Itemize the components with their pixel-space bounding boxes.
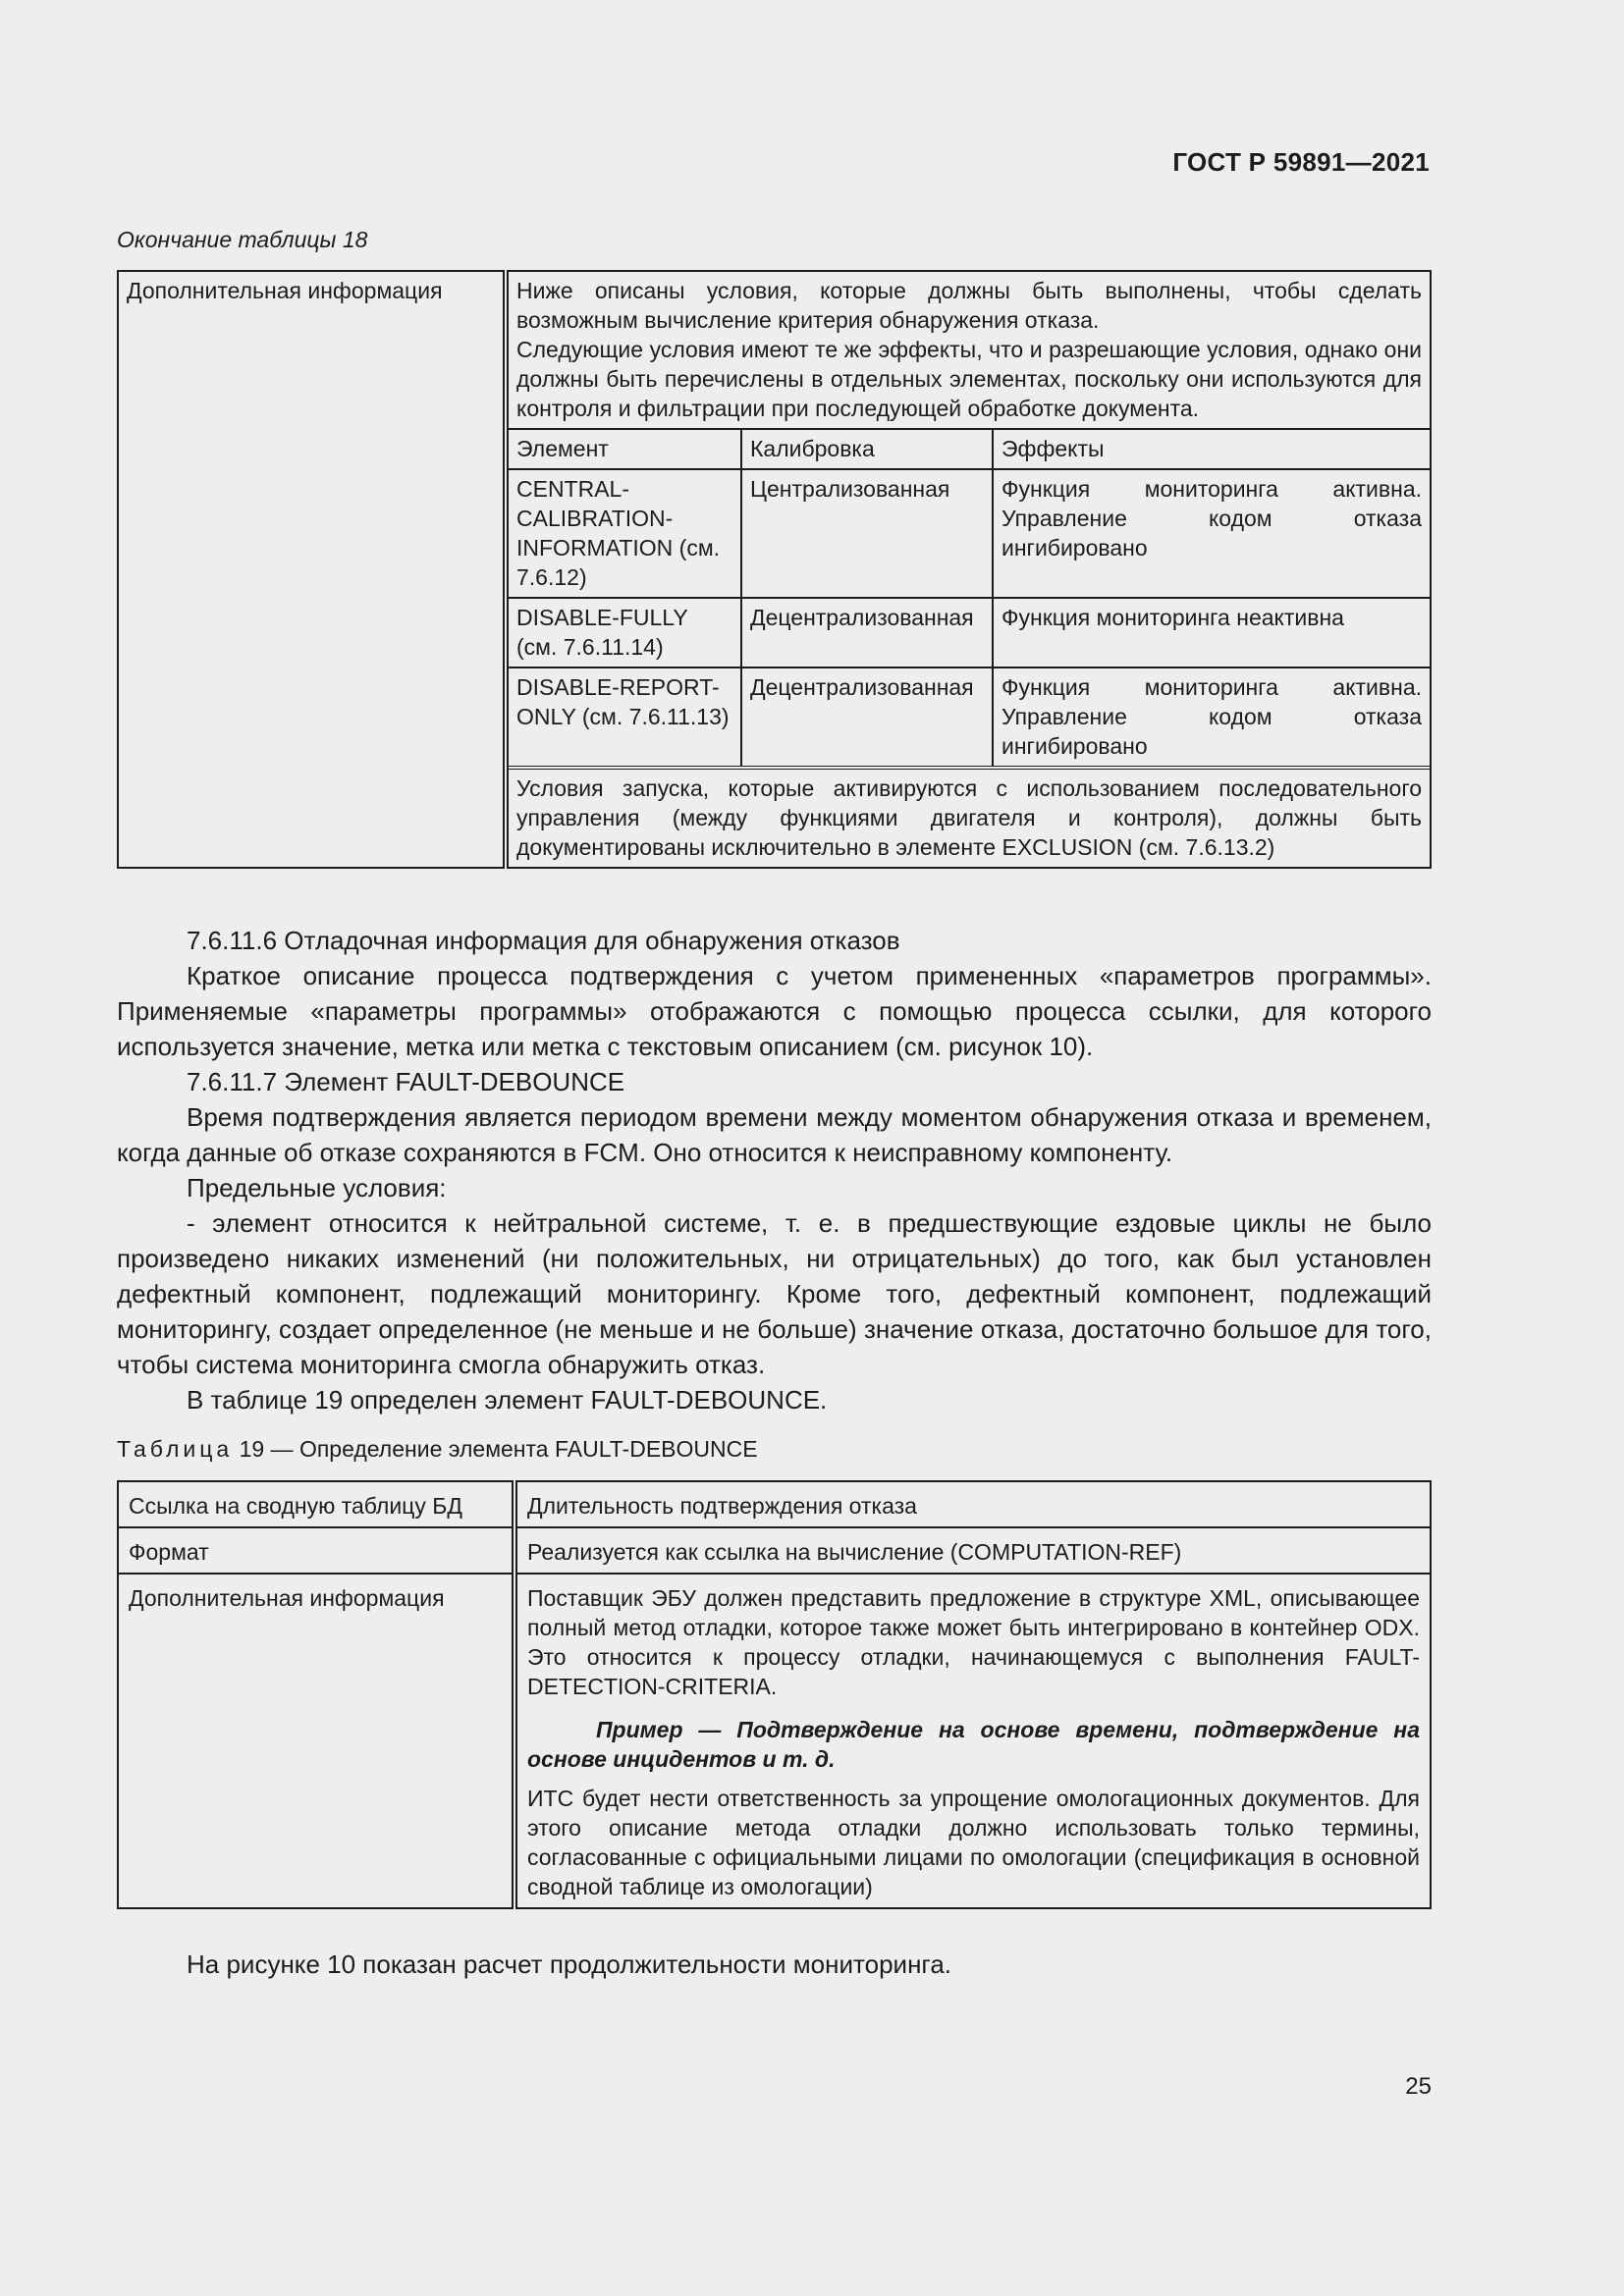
body-paragraph: Время подтверждения является периодом времени между моментом обнаружения отказа и временем, когда данные об отказе сохраняются в FCM. Оно относится к неисправному компоненту. bbox=[117, 1102, 1432, 1167]
table-row bbox=[509, 598, 1430, 667]
table18-row-label: Дополнительная информация bbox=[118, 271, 506, 868]
cell-value: Реализуется как ссылка на вычисление (COMPUTATION-REF) bbox=[514, 1527, 1431, 1574]
cell-element: CENTRAL-CALIBRATION-INFORMATION (см. 7.6.12) bbox=[509, 469, 741, 598]
table-18 bbox=[117, 270, 1432, 869]
table-row bbox=[118, 1527, 1431, 1574]
cell-label: Формат bbox=[118, 1527, 514, 1574]
table19-caption bbox=[117, 1436, 758, 1463]
section-heading-7-6-11-6: 7.6.11.6 Отладочная информация для обнаружения отказов bbox=[187, 926, 900, 955]
body-paragraph: Предельные условия: bbox=[187, 1173, 447, 1202]
info-paragraph: ИТС будет нести ответственность за упрощение омологационных документов. Для этого описание метода отладки должно использовать только термины, согласованные с официальными лицами по омологации (спецификация в основной сводной таблице из омологации) bbox=[527, 1786, 1420, 1899]
cell-value bbox=[514, 1574, 1431, 1908]
table18-intro-1: Ниже описаны условия, которые должны быть выполнены, чтобы сделать возможным вычисление критерия обнаружения отказа. bbox=[516, 278, 1422, 333]
cell-effects: Функция мониторинга активна. Управление кодом отказа ингибировано bbox=[993, 469, 1430, 598]
cell-calibration: Децентрализованная bbox=[741, 598, 993, 667]
cell-value: Длительность подтверждения отказа bbox=[514, 1481, 1431, 1527]
table18-footer-note: Условия запуска, которые активируются с использованием последовательного управления (между функциями двигателя и контроля), должны быть документированы исключительно в элементе EXCLUSION (см. 7.6.13.2) bbox=[509, 768, 1430, 867]
table19-caption-title: 19 — Определение элемента FAULT-DEBOUNCE bbox=[239, 1436, 758, 1462]
page-number: 25 bbox=[1405, 2073, 1432, 2100]
cell-calibration: Децентрализованная bbox=[741, 667, 993, 768]
cell-calibration: Централизованная bbox=[741, 469, 993, 598]
info-example: Пример — Подтверждение на основе времени, подтверждение на основе инцидентов и т. д. bbox=[527, 1717, 1420, 1772]
standard-code: ГОСТ Р 59891—2021 bbox=[1172, 147, 1430, 177]
body-paragraph: - элемент относится к нейтральной системе, т. е. в предшествующие ездовые циклы не было произведено никаких изменений (ни положительных, ни отрицательных) до того, как был установлен дефектный компонент, подлежащий мониторингу. Кроме того, дефектный компонент, подлежащий мониторингу, создает определенное (не меньше и не больше) значение отказа, достаточно большое для того, чтобы система мониторинга смогла обнаружить отказ. bbox=[117, 1208, 1432, 1379]
table18-content bbox=[506, 271, 1431, 868]
column-header-element: Элемент bbox=[509, 429, 741, 469]
table-row bbox=[118, 1481, 1431, 1527]
table-row bbox=[118, 1574, 1431, 1908]
table18-intro-2: Следующие условия имеют те же эффекты, что и разрешающие условия, однако они должны быть перечислены в отдельных элементах, поскольку они используются для контроля и фильтрации при последующей обработке документа. bbox=[516, 337, 1422, 421]
body-section bbox=[117, 923, 1432, 1417]
section-heading-7-6-11-7: 7.6.11.7 Элемент FAULT-DEBOUNCE bbox=[187, 1067, 625, 1096]
body-paragraph: В таблице 19 определен элемент FAULT-DEBOUNCE. bbox=[187, 1385, 828, 1415]
cell-element: DISABLE-FULLY (см. 7.6.11.14) bbox=[509, 598, 741, 667]
table-row bbox=[509, 667, 1430, 768]
body-paragraph: Краткое описание процесса подтверждения с учетом примененных «параметров программы». Применяемые «параметры программы» отображаются с помощью процесса ссылки, для которого используется значение, метка или метка с текстовым описанием (см. рисунок 10). bbox=[117, 961, 1432, 1061]
table-19 bbox=[117, 1480, 1432, 1909]
column-header-calibration: Калибровка bbox=[741, 429, 993, 469]
cell-effects: Функция мониторинга неактивна bbox=[993, 598, 1430, 667]
column-header-effects: Эффекты bbox=[993, 429, 1430, 469]
cell-effects: Функция мониторинга активна. Управление кодом отказа ингибировано bbox=[993, 667, 1430, 768]
table18-inner-table bbox=[509, 272, 1430, 867]
cell-element: DISABLE-REPORT-ONLY (см. 7.6.11.13) bbox=[509, 667, 741, 768]
closing-line: На рисунке 10 показан расчет продолжительности мониторинга. bbox=[187, 1949, 952, 1979]
cell-label: Ссылка на сводную таблицу БД bbox=[118, 1481, 514, 1527]
cell-label: Дополнительная информация bbox=[118, 1574, 514, 1908]
table18-intro bbox=[509, 272, 1430, 429]
info-paragraph: Поставщик ЭБУ должен представить предложение в структуре XML, описывающее полный метод отладки, которое также может быть интегрировано в контейнер ODX. Это относится к процессу отладки, начинающемуся с выполнения FAULT-DETECTION-CRITERIA. bbox=[527, 1585, 1420, 1699]
table18-header-row bbox=[509, 429, 1430, 469]
table-row bbox=[509, 469, 1430, 598]
table19-caption-prefix: Таблица bbox=[117, 1436, 234, 1462]
table18-continuation-label: Окончание таблицы 18 bbox=[117, 227, 368, 252]
